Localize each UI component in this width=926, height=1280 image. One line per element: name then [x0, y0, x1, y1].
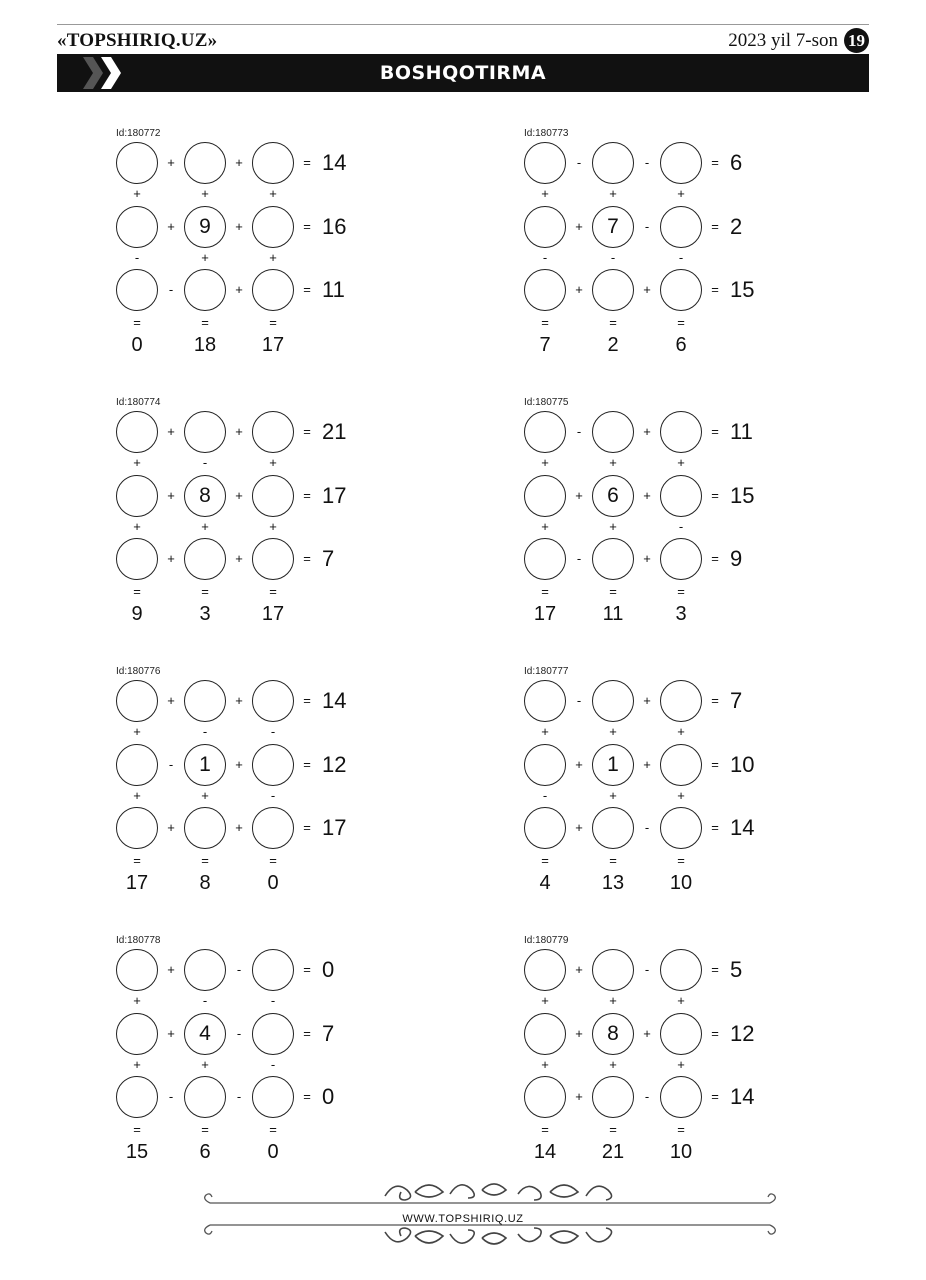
column-operator: + [541, 1057, 549, 1072]
column-operator: - [542, 250, 548, 265]
answer-cell[interactable] [524, 680, 566, 722]
answer-cell[interactable] [524, 538, 566, 580]
column-equals-sign: = [269, 584, 277, 599]
answer-cell[interactable] [252, 538, 294, 580]
row-equals-sign: = [303, 962, 311, 977]
row-result: 7 [322, 1021, 335, 1046]
column-equals-sign: = [201, 315, 209, 330]
column-operator: + [677, 1057, 685, 1072]
column-equals-sign: = [609, 584, 617, 599]
column-operator: + [133, 788, 141, 803]
answer-cell[interactable] [252, 269, 294, 311]
column-operator: + [201, 519, 209, 534]
answer-cell[interactable] [660, 1076, 702, 1118]
row-operator: - [576, 551, 582, 566]
column-equals-sign: = [269, 315, 277, 330]
row-equals-sign: = [303, 551, 311, 566]
answer-cell[interactable] [660, 142, 702, 184]
row-operator: + [643, 757, 651, 772]
answer-cell[interactable] [252, 411, 294, 453]
row-result: 7 [322, 546, 335, 571]
answer-cell[interactable] [252, 1076, 294, 1118]
row-operator: + [643, 488, 651, 503]
column-equals-sign: = [201, 1122, 209, 1137]
row-result: 10 [730, 752, 755, 777]
column-equals-sign: = [677, 853, 685, 868]
row-operator: + [235, 155, 243, 170]
column-equals-sign: = [677, 1122, 685, 1137]
row-result: 17 [322, 483, 347, 508]
row-operator: - [644, 155, 650, 170]
answer-cell[interactable] [660, 269, 702, 311]
column-operator: - [542, 788, 548, 803]
column-operator: + [677, 724, 685, 739]
column-result: 17 [533, 603, 557, 625]
answer-cell[interactable] [116, 206, 158, 248]
column-result: 9 [131, 603, 143, 625]
column-equals-sign: = [541, 853, 549, 868]
row-operator: + [235, 219, 243, 234]
row-result: 14 [730, 815, 755, 840]
column-operator: - [270, 724, 276, 739]
answer-cell[interactable] [184, 269, 226, 311]
column-operator: + [541, 519, 549, 534]
row-equals-sign: = [303, 1026, 311, 1041]
row-operator: + [575, 1089, 583, 1104]
row-operator: + [575, 962, 583, 977]
puzzle-6 [522, 666, 782, 906]
column-operator: - [610, 250, 616, 265]
row-equals-sign: = [303, 820, 311, 835]
row-result: 21 [322, 419, 347, 444]
puzzle-id: Id:180779 [524, 935, 569, 946]
column-operator: + [541, 186, 549, 201]
column-operator: + [269, 519, 277, 534]
column-result: 17 [261, 334, 285, 356]
answer-cell[interactable] [524, 1013, 566, 1055]
column-equals-sign: = [609, 315, 617, 330]
answer-cell[interactable] [116, 744, 158, 786]
row-operator: - [644, 1089, 650, 1104]
puzzle-id: Id:180776 [116, 666, 161, 677]
answer-cell[interactable] [184, 411, 226, 453]
answer-cell[interactable] [592, 1076, 634, 1118]
row-operator: + [235, 757, 243, 772]
column-equals-sign: = [677, 584, 685, 599]
column-operator: + [133, 455, 141, 470]
row-equals-sign: = [711, 1026, 719, 1041]
answer-cell[interactable] [660, 680, 702, 722]
column-operator: + [133, 1057, 141, 1072]
row-operator: + [575, 282, 583, 297]
column-equals-sign: = [541, 315, 549, 330]
column-result: 10 [669, 872, 693, 894]
column-result: 7 [539, 334, 551, 356]
row-operator: - [236, 1026, 242, 1041]
row-operator: + [167, 424, 175, 439]
column-equals-sign: = [201, 853, 209, 868]
column-result: 0 [267, 1141, 279, 1163]
row-operator: + [643, 551, 651, 566]
page-number-badge: 19 [844, 28, 869, 53]
puzzle-5 [114, 666, 374, 906]
puzzle-id: Id:180775 [524, 397, 569, 408]
row-equals-sign: = [711, 219, 719, 234]
column-result: 4 [539, 872, 551, 894]
row-operator: + [643, 424, 651, 439]
column-operator: - [270, 788, 276, 803]
column-equals-sign: = [609, 853, 617, 868]
row-result: 12 [322, 752, 347, 777]
masthead: «TOPSHIRIQ.UZ» [57, 30, 218, 51]
row-operator: + [575, 488, 583, 503]
row-operator: + [167, 551, 175, 566]
column-result: 15 [125, 1141, 149, 1163]
column-operator: + [269, 250, 277, 265]
answer-cell[interactable] [184, 538, 226, 580]
given-number-cell[interactable]: 1 [184, 744, 226, 786]
row-equals-sign: = [711, 155, 719, 170]
puzzle-7 [114, 935, 374, 1175]
column-operator: + [133, 519, 141, 534]
column-operator: + [677, 186, 685, 201]
row-result: 15 [730, 277, 755, 302]
answer-cell[interactable] [252, 475, 294, 517]
row-result: 0 [322, 1084, 335, 1109]
column-equals-sign: = [269, 853, 277, 868]
answer-cell[interactable] [524, 206, 566, 248]
row-equals-sign: = [711, 757, 719, 772]
column-result: 10 [669, 1141, 693, 1163]
column-operator: + [201, 788, 209, 803]
answer-cell[interactable] [524, 142, 566, 184]
row-result: 9 [730, 546, 743, 571]
column-result: 21 [601, 1141, 625, 1163]
answer-cell[interactable] [252, 949, 294, 991]
answer-cell[interactable] [524, 949, 566, 991]
column-equals-sign: = [269, 1122, 277, 1137]
column-operator: + [677, 993, 685, 1008]
column-operator: + [541, 455, 549, 470]
answer-cell[interactable] [592, 807, 634, 849]
column-equals-sign: = [133, 315, 141, 330]
column-operator: - [202, 993, 208, 1008]
puzzle-2 [522, 128, 782, 368]
answer-cell[interactable] [660, 538, 702, 580]
row-equals-sign: = [711, 424, 719, 439]
column-operator: + [201, 186, 209, 201]
row-result: 11 [730, 419, 753, 444]
puzzle-id: Id:180774 [116, 397, 161, 408]
column-result: 8 [199, 872, 211, 894]
answer-cell[interactable] [524, 1076, 566, 1118]
column-operator: + [133, 186, 141, 201]
column-operator: + [677, 788, 685, 803]
answer-cell[interactable] [116, 411, 158, 453]
row-operator: - [236, 962, 242, 977]
column-equals-sign: = [541, 584, 549, 599]
answer-cell[interactable] [116, 142, 158, 184]
row-operator: - [168, 1089, 174, 1104]
row-operator: + [235, 820, 243, 835]
column-result: 6 [199, 1141, 211, 1163]
column-result: 11 [602, 603, 624, 625]
column-equals-sign: = [201, 584, 209, 599]
row-result: 6 [730, 150, 743, 175]
row-operator: - [236, 1089, 242, 1104]
answer-cell[interactable] [524, 744, 566, 786]
row-result: 11 [322, 277, 345, 302]
row-result: 14 [322, 688, 347, 713]
row-equals-sign: = [303, 757, 311, 772]
row-equals-sign: = [303, 219, 311, 234]
answer-cell[interactable] [116, 475, 158, 517]
column-operator: - [678, 250, 684, 265]
row-operator: + [575, 1026, 583, 1041]
row-result: 5 [730, 957, 743, 982]
puzzle-3 [114, 397, 374, 637]
row-result: 12 [730, 1021, 755, 1046]
column-equals-sign: = [541, 1122, 549, 1137]
answer-cell[interactable] [592, 411, 634, 453]
column-result: 14 [533, 1141, 557, 1163]
row-operator: + [235, 488, 243, 503]
row-operator: - [576, 424, 582, 439]
row-equals-sign: = [711, 551, 719, 566]
column-operator: + [201, 250, 209, 265]
answer-cell[interactable] [252, 206, 294, 248]
answer-cell[interactable] [660, 949, 702, 991]
footer-ornament [200, 1172, 790, 1252]
answer-cell[interactable] [660, 411, 702, 453]
answer-cell[interactable] [660, 807, 702, 849]
answer-cell[interactable] [116, 1013, 158, 1055]
answer-cell[interactable] [524, 269, 566, 311]
column-result: 2 [607, 334, 619, 356]
column-operator: + [677, 455, 685, 470]
column-result: 17 [125, 872, 149, 894]
column-equals-sign: = [133, 853, 141, 868]
row-operator: + [575, 820, 583, 835]
row-operator: - [644, 820, 650, 835]
given-number-cell[interactable]: 1 [592, 744, 634, 786]
answer-cell[interactable] [660, 475, 702, 517]
row-result: 7 [730, 688, 743, 713]
row-operator: - [168, 757, 174, 772]
column-operator: + [133, 993, 141, 1008]
answer-cell[interactable] [116, 269, 158, 311]
row-operator: + [235, 551, 243, 566]
row-operator: + [643, 282, 651, 297]
answer-cell[interactable] [592, 949, 634, 991]
column-equals-sign: = [133, 584, 141, 599]
answer-cell[interactable] [252, 142, 294, 184]
row-result: 15 [730, 483, 755, 508]
column-operator: + [133, 724, 141, 739]
column-equals-sign: = [677, 315, 685, 330]
row-operator: - [644, 219, 650, 234]
column-operator: + [609, 455, 617, 470]
column-operator: - [678, 519, 684, 534]
row-equals-sign: = [711, 820, 719, 835]
row-operator: + [167, 820, 175, 835]
answer-cell[interactable] [524, 475, 566, 517]
column-operator: + [541, 724, 549, 739]
answer-cell[interactable] [592, 680, 634, 722]
issue-label: 2023 yil 7-son [728, 30, 838, 51]
row-operator: - [168, 282, 174, 297]
row-equals-sign: = [303, 1089, 311, 1104]
column-operator: - [202, 724, 208, 739]
column-operator: + [609, 724, 617, 739]
column-result: 17 [261, 603, 285, 625]
row-result: 14 [322, 150, 347, 175]
given-number-cell[interactable]: 6 [592, 475, 634, 517]
column-result: 0 [131, 334, 143, 356]
top-rule [57, 24, 869, 25]
answer-cell[interactable] [116, 680, 158, 722]
answer-cell[interactable] [252, 744, 294, 786]
column-operator: + [609, 186, 617, 201]
column-operator: - [134, 250, 140, 265]
row-operator: + [235, 424, 243, 439]
row-result: 0 [322, 957, 335, 982]
answer-cell[interactable] [660, 744, 702, 786]
row-operator: - [644, 962, 650, 977]
puzzle-1 [114, 128, 374, 368]
answer-cell[interactable] [524, 807, 566, 849]
answer-cell[interactable] [184, 142, 226, 184]
column-result: 3 [675, 603, 687, 625]
puzzle-id: Id:180773 [524, 128, 569, 139]
row-result: 16 [322, 214, 347, 239]
row-operator: - [576, 693, 582, 708]
row-operator: + [235, 282, 243, 297]
row-equals-sign: = [303, 282, 311, 297]
answer-cell[interactable] [116, 1076, 158, 1118]
answer-cell[interactable] [252, 680, 294, 722]
answer-cell[interactable] [660, 1013, 702, 1055]
given-number-cell[interactable]: 4 [184, 1013, 226, 1055]
column-operator: + [541, 993, 549, 1008]
row-operator: + [643, 1026, 651, 1041]
column-equals-sign: = [609, 1122, 617, 1137]
row-equals-sign: = [711, 693, 719, 708]
puzzle-4 [522, 397, 782, 637]
row-operator: + [167, 693, 175, 708]
column-result: 6 [675, 334, 687, 356]
given-number-cell[interactable]: 8 [184, 475, 226, 517]
column-result: 18 [193, 334, 217, 356]
answer-cell[interactable] [116, 538, 158, 580]
row-result: 17 [322, 815, 347, 840]
column-operator: + [609, 1057, 617, 1072]
answer-cell[interactable] [252, 1013, 294, 1055]
column-operator: + [269, 455, 277, 470]
row-equals-sign: = [711, 488, 719, 503]
footer-url: WWW.TOPSHIRIQ.UZ [402, 1213, 524, 1225]
row-result: 14 [730, 1084, 755, 1109]
column-operator: + [609, 993, 617, 1008]
answer-cell[interactable] [592, 538, 634, 580]
column-result: 13 [601, 872, 625, 894]
row-equals-sign: = [303, 693, 311, 708]
puzzle-8 [522, 935, 782, 1175]
given-number-cell[interactable]: 7 [592, 206, 634, 248]
row-result: 2 [730, 214, 743, 239]
row-operator: + [575, 757, 583, 772]
row-operator: + [167, 488, 175, 503]
column-operator: - [270, 993, 276, 1008]
row-operator: + [643, 693, 651, 708]
answer-cell[interactable] [592, 269, 634, 311]
column-operator: + [201, 1057, 209, 1072]
section-title: BOSHQOTIRMA [379, 62, 547, 84]
answer-cell[interactable] [592, 142, 634, 184]
answer-cell[interactable] [116, 949, 158, 991]
answer-cell[interactable] [184, 949, 226, 991]
row-equals-sign: = [711, 282, 719, 297]
answer-cell[interactable] [184, 680, 226, 722]
row-operator: + [167, 1026, 175, 1041]
row-operator: + [167, 219, 175, 234]
given-number-cell[interactable]: 8 [592, 1013, 634, 1055]
column-operator: + [609, 788, 617, 803]
row-equals-sign: = [711, 1089, 719, 1104]
row-equals-sign: = [303, 424, 311, 439]
column-result: 0 [267, 872, 279, 894]
column-operator: + [609, 519, 617, 534]
answer-cell[interactable] [184, 807, 226, 849]
row-equals-sign: = [303, 488, 311, 503]
column-operator: + [269, 186, 277, 201]
answer-cell[interactable] [116, 807, 158, 849]
answer-cell[interactable] [524, 411, 566, 453]
column-equals-sign: = [133, 1122, 141, 1137]
column-operator: - [202, 455, 208, 470]
row-equals-sign: = [303, 155, 311, 170]
puzzle-id: Id:180778 [116, 935, 161, 946]
row-operator: + [235, 693, 243, 708]
row-operator: - [576, 155, 582, 170]
puzzle-id: Id:180772 [116, 128, 161, 139]
answer-cell[interactable] [252, 807, 294, 849]
answer-cell[interactable] [660, 206, 702, 248]
column-operator: - [270, 1057, 276, 1072]
given-number-cell[interactable]: 9 [184, 206, 226, 248]
answer-cell[interactable] [184, 1076, 226, 1118]
column-result: 3 [199, 603, 211, 625]
row-operator: + [575, 219, 583, 234]
row-operator: + [167, 962, 175, 977]
puzzle-id: Id:180777 [524, 666, 569, 677]
row-operator: + [167, 155, 175, 170]
section-banner [57, 54, 869, 92]
row-equals-sign: = [711, 962, 719, 977]
